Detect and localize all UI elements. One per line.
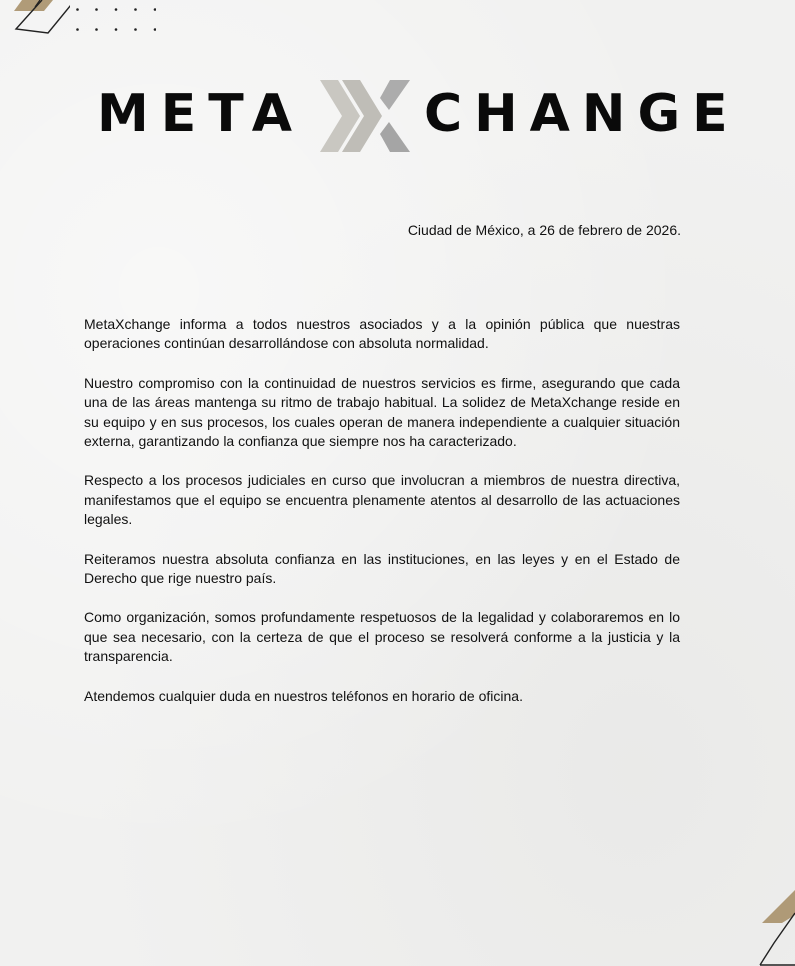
paragraph-announcement: MetaXchange informa a todos nuestros asociados y a la opinión pública que nuestras operaciones continúan desarrollándose con absoluta normalidad. xyxy=(84,316,680,352)
letter-date: Ciudad de México, a 26 de febrero de 2026. xyxy=(407,222,681,238)
paragraph-trust-institutions: Reiteramos nuestra absoluta confianza en las instituciones, en las leyes y en el Estado de Derecho que rige nuestro país. xyxy=(84,550,680,587)
letter-body xyxy=(84,315,680,726)
paragraph-contact: Atendemos cualquier duda en nuestros teléfonos en horario de oficina. xyxy=(84,687,523,704)
paragraph-legality: Como organización, somos profundamente respetuosos de la legalidad y colaboraremos en lo que sea necesario, con la certeza de que el proceso se resolverá conforme a la justicia y la transparencia. xyxy=(84,609,680,665)
double-chevron-x-logo-icon xyxy=(320,80,412,152)
parallelogram-decoration-icon xyxy=(750,885,795,966)
paragraph-judicial-processes: Respecto a los procesos judiciales en curso que involucran a miembros de nuestra directiva, manifestamos que el equipo se encuentra plenamente atentos al desarrollo de las actuaciones legales. xyxy=(84,472,680,528)
logo-word-meta: META xyxy=(97,84,304,144)
metaxchange-logo xyxy=(97,80,740,154)
parallelogram-decoration-icon xyxy=(0,0,70,36)
paragraph-commitment: Nuestro compromiso con la continuidad de nuestros servicios es firme, asegurando que cada una de las áreas mantenga su ritmo de trabajo habitual. La solidez de MetaXchange reside en su equipo y en sus procesos, los cuales operan de manera independiente a cualquier situación externa, garantizando la confianza que siempre nos ha caracterizado. xyxy=(84,374,680,450)
dot-grid-icon xyxy=(76,8,156,32)
logo-word-change: CHANGE xyxy=(424,84,740,144)
